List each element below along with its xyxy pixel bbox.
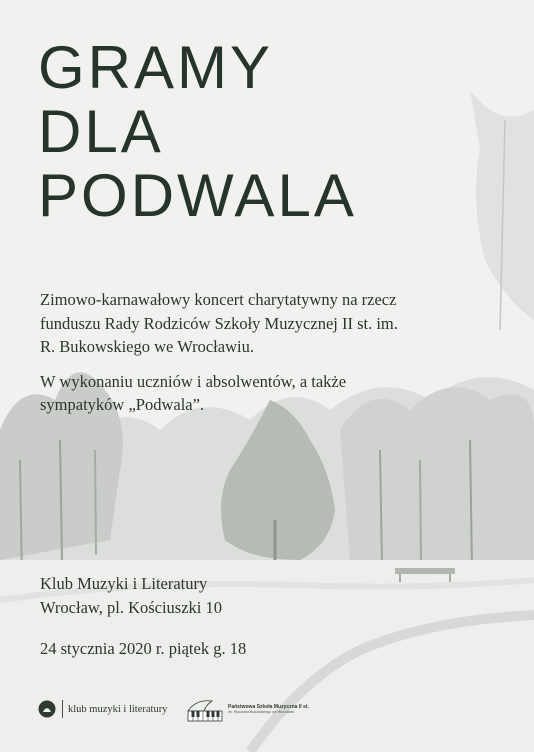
title-line-1: GRAMY — [38, 34, 274, 101]
description-paragraph-2: W wykonaniu uczniów i absolwentów, a także sympatyków „Podwala”. — [40, 371, 347, 414]
school-logo-subtitle: im. Ryszarda Bukowskiego we Wrocławiu — [228, 710, 295, 714]
description-paragraph-1: Zimowo-karnawałowy koncert charytatywny na rzecz funduszu Rady Rodziców Szkoły Muzycznej II st. im. R. Bukowskiego we Wrocławiu. — [40, 290, 398, 356]
piano-keys-icon — [186, 697, 224, 723]
club-emblem-icon — [38, 700, 56, 718]
school-logo-name: Państwowa Szkoła Muzyczna II st. — [228, 704, 309, 710]
event-title — [38, 36, 357, 228]
title-line-3: PODWALA — [38, 162, 357, 229]
event-date: 24 stycznia 2020 r. piątek g. 18 — [40, 639, 247, 658]
logo-divider — [62, 700, 63, 718]
school-logo — [186, 697, 309, 723]
venue-info — [40, 572, 222, 619]
club-logo — [38, 700, 167, 718]
venue-address: Wrocław, pl. Kościuszki 10 — [40, 597, 223, 617]
venue-name: Klub Muzyki i Literatury — [40, 574, 208, 593]
title-line-2: DLA — [38, 98, 164, 165]
club-logo-text: klub muzyki i literatury — [68, 703, 168, 715]
event-description — [40, 288, 400, 428]
